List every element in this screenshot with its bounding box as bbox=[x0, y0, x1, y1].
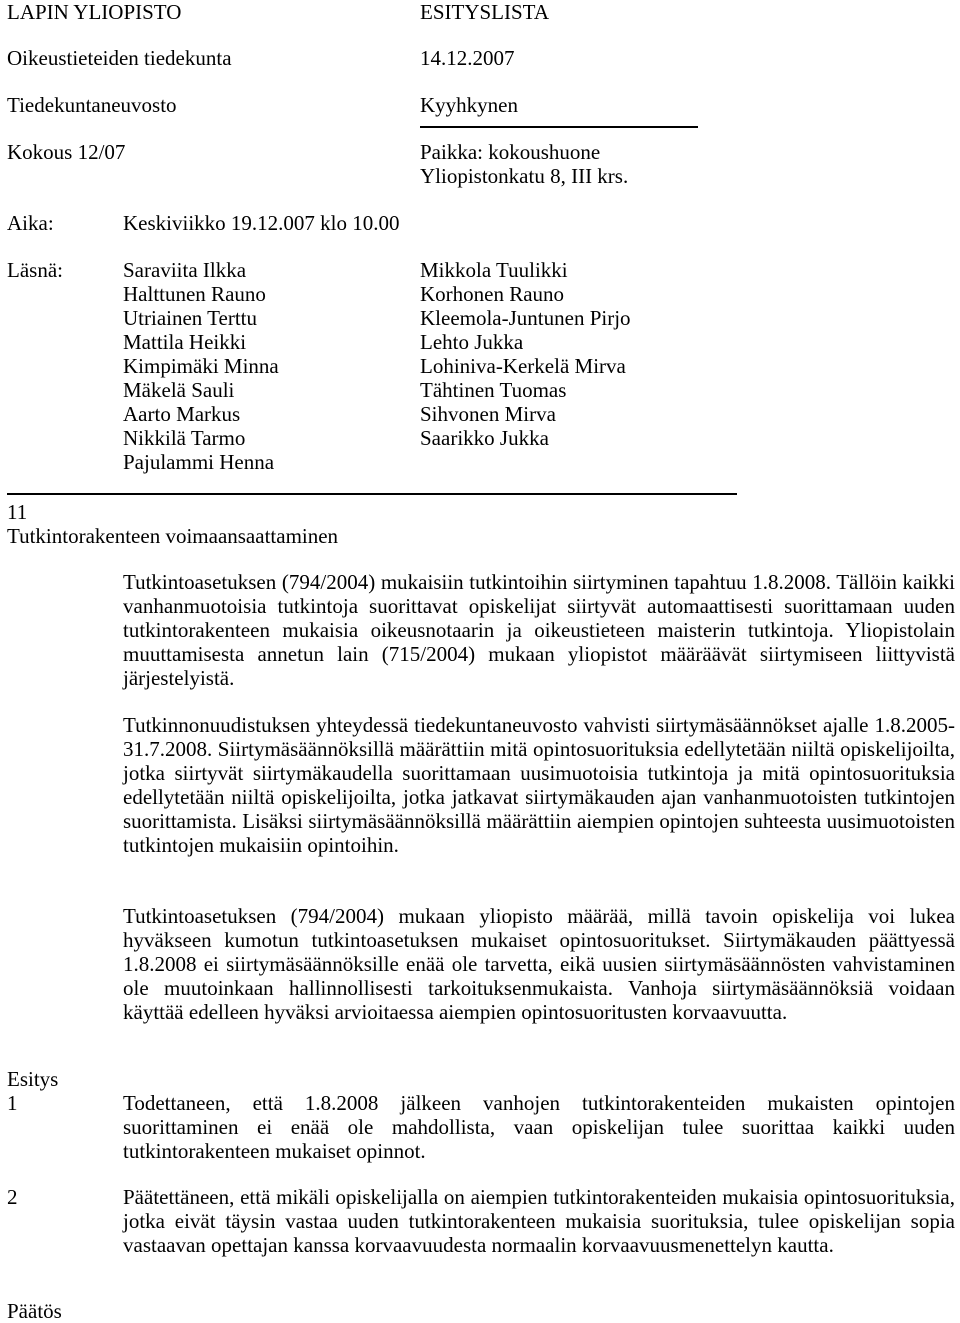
attendee: Kimpimäki Minna bbox=[123, 354, 279, 378]
time-label: Aika: bbox=[7, 211, 54, 235]
attendee: Aarto Markus bbox=[123, 402, 241, 426]
proposal-label: Esitys bbox=[7, 1067, 59, 1091]
attendee-list-2 bbox=[420, 258, 631, 450]
proposal-item-text: Päätettäneen, että mikäli opiskelijalla on aiempien tutkintorakenteiden mukaisia opintosuorituksia, jotka eivät täysin vastaa uuden tutkintorakenteen mukaisia suorituksia, tulee opiskelijan sopia vastaavan opettajan kanssa korvaavuudesta normaalin korvaavuusmenettelyn kautta. bbox=[123, 1185, 955, 1257]
document-date: 14.12.2007 bbox=[420, 46, 515, 70]
body-paragraph-1: Tutkintoasetuksen (794/2004) mukaisiin tutkintoihin siirtyminen tapahtuu 1.8.2008. Tällöin kaikki vanhanmuotoisia tutkintoja suorittavat opiskelijat siirtyvät automaattisesti suorittamaan uuden tutkintorakenteen mukaisia oikeusnotaarin ja oikeustieteen maisterin tutkintoja. Yliopistolain muuttamisesta annetun lain (715/2004) mukaan yliopistot määräävät siirtymiseen liittyvistä järjestelyistä. bbox=[123, 570, 955, 690]
attendee: Sihvonen Mirva bbox=[420, 402, 556, 426]
attendee: Kleemola-Juntunen Pirjo bbox=[420, 306, 631, 330]
item-title: Tutkintorakenteen voimaansaattaminen bbox=[7, 524, 339, 548]
document-type: ESITYSLISTA bbox=[420, 0, 549, 24]
attendee: Halttunen Rauno bbox=[123, 282, 266, 306]
decision-label: Päätös bbox=[7, 1299, 62, 1323]
place-line-1: Paikka: kokoushuone bbox=[420, 140, 601, 164]
attendee: Lehto Jukka bbox=[420, 330, 524, 354]
proposal-item-number: 1 bbox=[7, 1091, 18, 1115]
attendee: Mäkelä Sauli bbox=[123, 378, 235, 402]
place-line-2: Yliopistonkatu 8, III krs. bbox=[420, 164, 629, 188]
attendee: Nikkilä Tarmo bbox=[123, 426, 246, 450]
attendee-list-1 bbox=[123, 258, 279, 474]
room-name: Kyyhkynen bbox=[420, 93, 518, 117]
attendee: Saarikko Jukka bbox=[420, 426, 549, 450]
attendee: Utriainen Terttu bbox=[123, 306, 258, 330]
attendee: Lohiniva-Kerkelä Mirva bbox=[420, 354, 626, 378]
meeting-number: Kokous 12/07 bbox=[7, 140, 126, 164]
faculty-name: Oikeustieteiden tiedekunta bbox=[7, 46, 232, 70]
council-name: Tiedekuntaneuvosto bbox=[7, 93, 177, 117]
attendee: Pajulammi Henna bbox=[123, 450, 275, 474]
body-paragraph-2: Tutkinnonuudistuksen yhteydessä tiedekuntaneuvosto vahvisti siirtymäsäännökset ajalle 1.8.2005-31.7.2008. Siirtymäsäännöksillä määrättiin mitä opintosuorituksia edellytetään niiltä opiskelijoilta, jotka siirtyvät siirtymäkaudella suorittamaan uusimuotoisia tutkintoja ja mitä opintosuorituksia edellytetään niiltä opiskelijoilta, jotka jatkavat siirtymäkauden ajan vanhanmuotoisten tutkintojen suorittamista. Lisäksi siirtymäsäännöksillä määrättiin aiempien opintojen suhteesta uusimuotoisten tutkintojen mukaisiin opintoihin. bbox=[123, 713, 955, 857]
body-paragraph-3: Tutkintoasetuksen (794/2004) mukaan yliopisto määrää, millä tavoin opiskelija voi lukea hyväkseen kumotun tutkintoasetuksen mukaiset opintosuoritukset. Siirtymäkauden päättyessä 1.8.2008 ei siirtymäsäännöksille enää ole tarvetta, eikä uusien siirtymäsäännösten vahvistaminen ole muutoinkaan hallinnollisesti tarkoituksenmukaista. Vanhoja siirtymäsäännöksiä voidaan käyttää edelleen hyväksi arvioitaessa aiempien opintosuoritusten korvaavuutta. bbox=[123, 904, 955, 1024]
attendee: Tähtinen Tuomas bbox=[420, 378, 567, 402]
attendee: Saraviita Ilkka bbox=[123, 258, 247, 282]
attendee: Mikkola Tuulikki bbox=[420, 258, 568, 282]
proposal-item-text: Todettaneen, että 1.8.2008 jälkeen vanhojen tutkintorakenteiden mukaisten opintojen suorittaminen ei enää ole mahdollista, vaan opiskelijan tulee suorittaa kaikki uuden tutkintorakenteen mukaiset opinnot. bbox=[123, 1091, 955, 1163]
attendee: Mattila Heikki bbox=[123, 330, 247, 354]
time-value: Keskiviikko 19.12.007 klo 10.00 bbox=[123, 211, 400, 235]
proposal-item-number: 2 bbox=[7, 1185, 18, 1209]
attendee: Korhonen Rauno bbox=[420, 282, 565, 306]
section-rule bbox=[7, 493, 737, 495]
item-number: 11 bbox=[7, 500, 28, 524]
header-rule bbox=[420, 126, 698, 128]
university-name: LAPIN YLIOPISTO bbox=[7, 0, 182, 24]
attendance-label: Läsnä: bbox=[7, 258, 63, 282]
